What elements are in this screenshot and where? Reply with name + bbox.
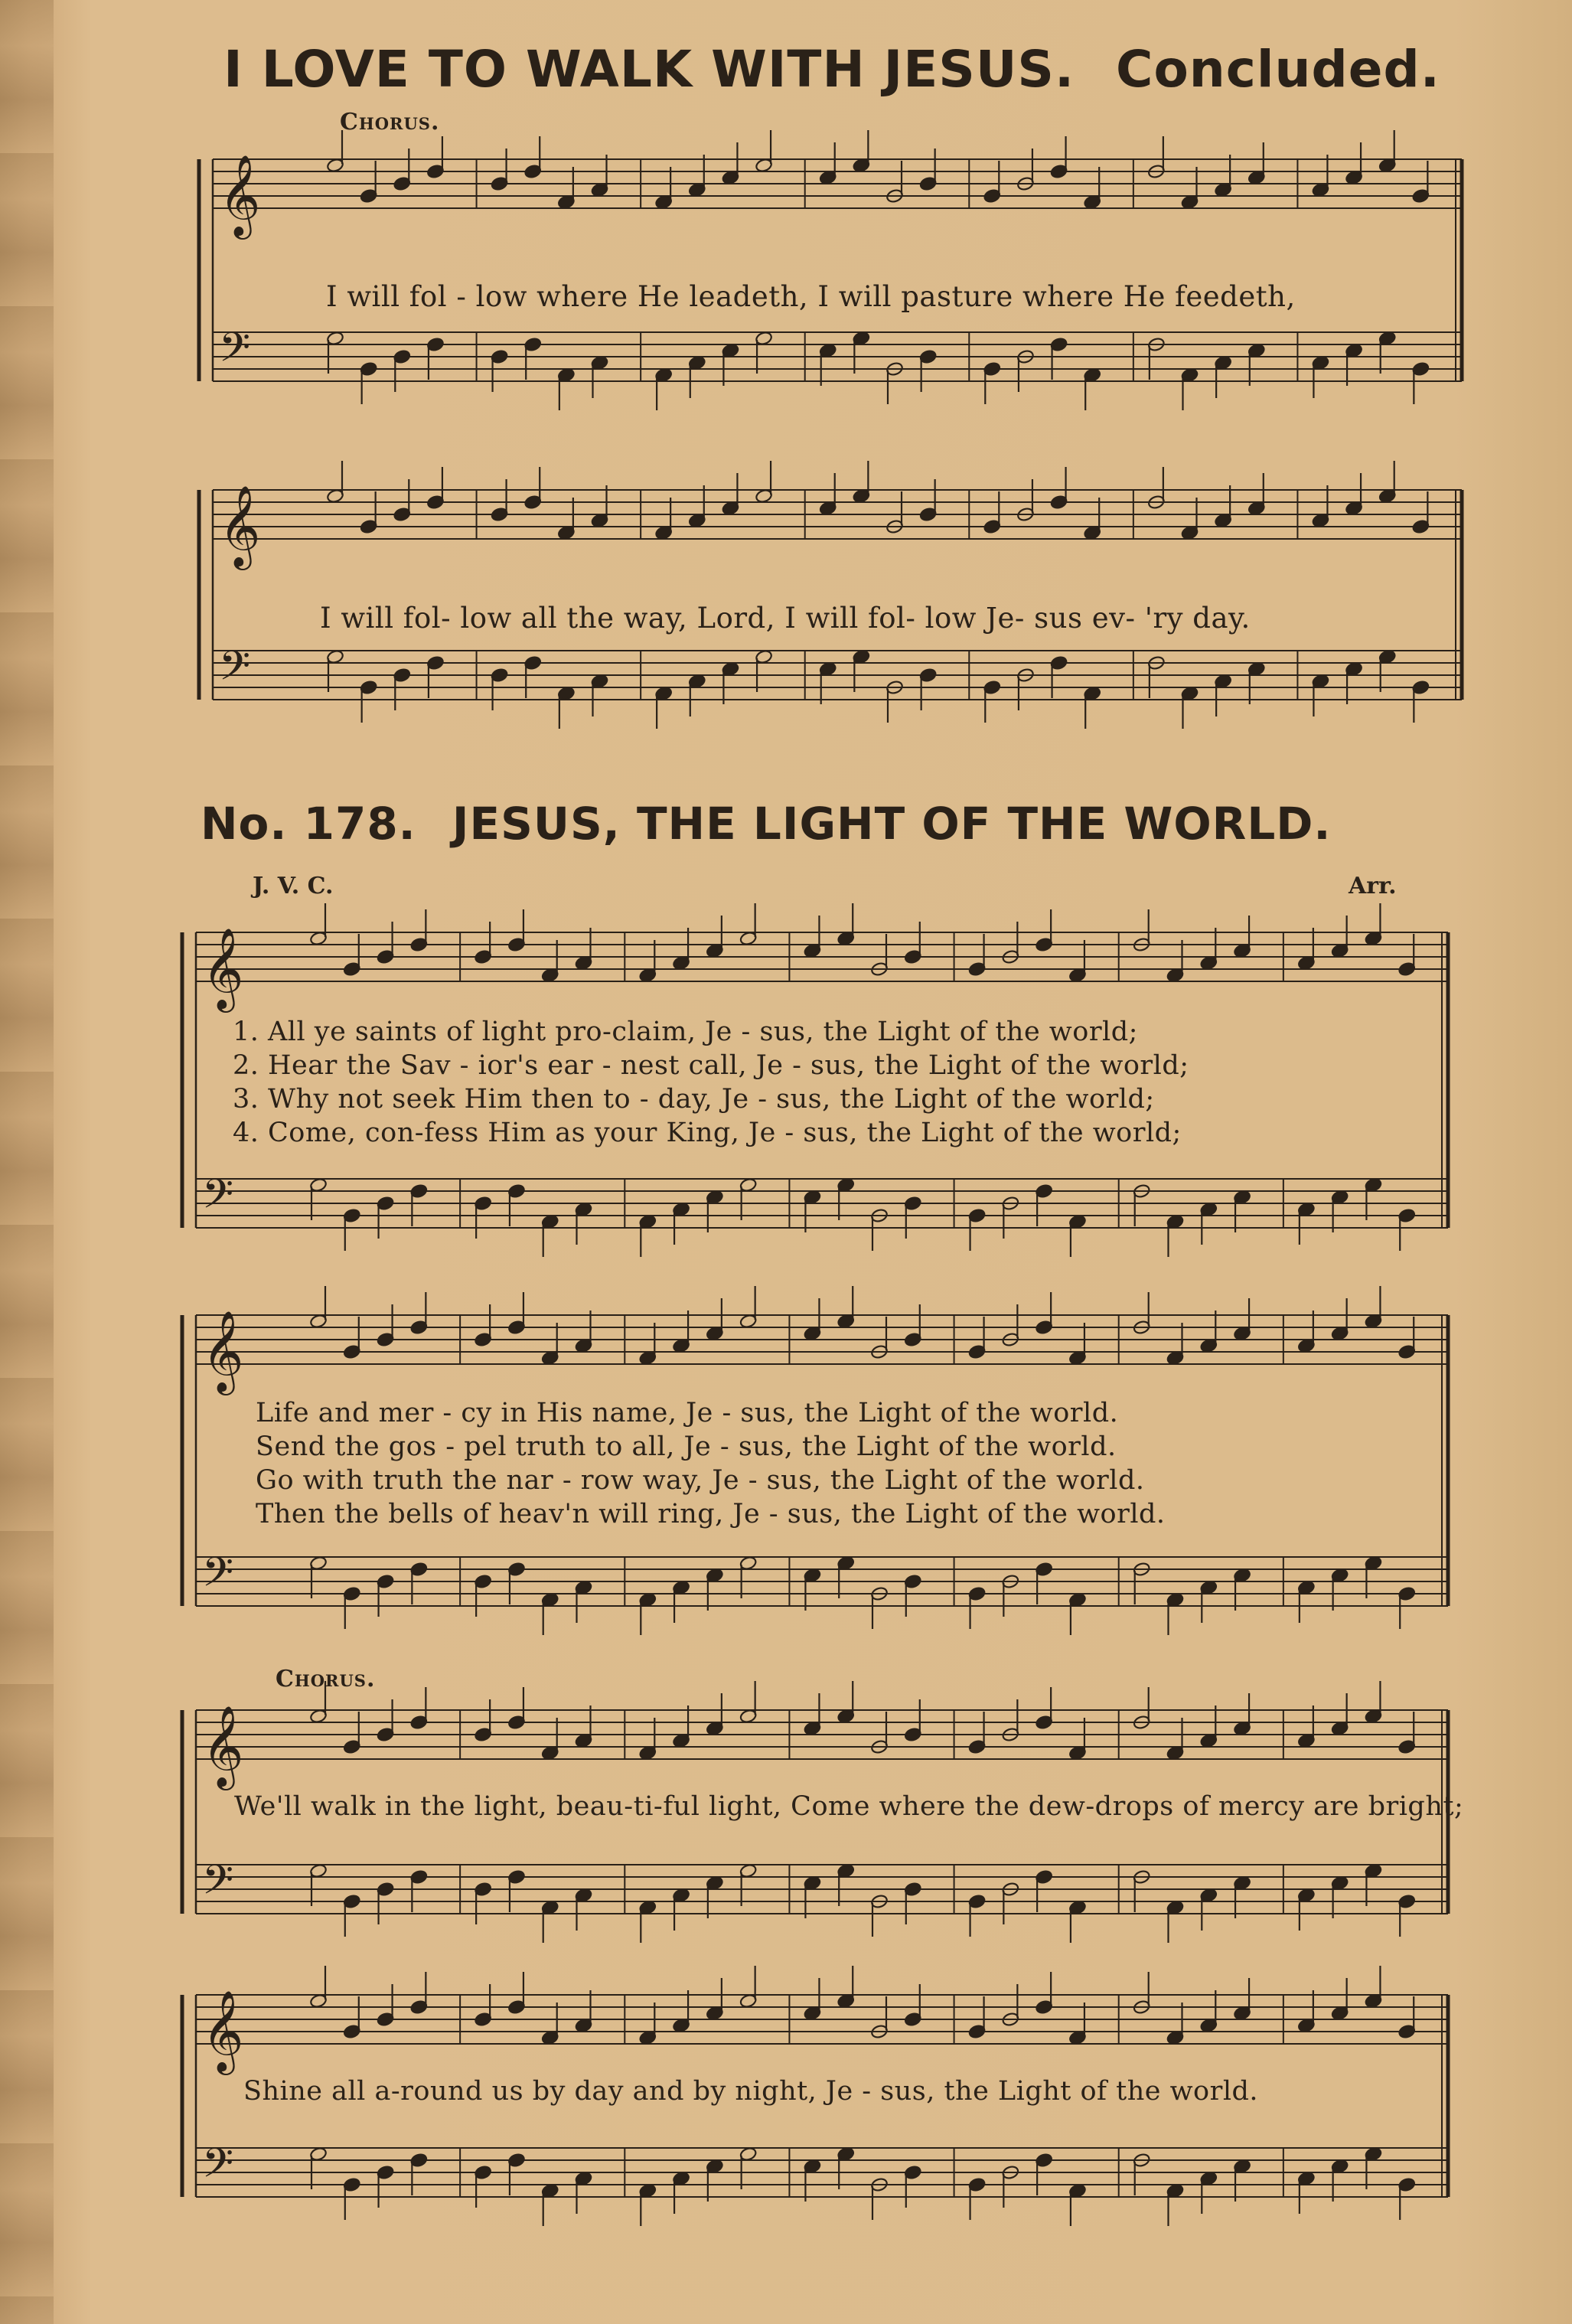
chorus-label: Chorus. (340, 109, 440, 135)
svg-text:𝄢: 𝄢 (202, 1857, 234, 1914)
verse-line: 2. Hear the Sav - ior's ear - nest call, Je - sus, the Light of the world; (233, 1050, 1189, 1081)
svg-text:𝄞: 𝄞 (202, 1310, 244, 1392)
lyric-line: I will fol - low where He leadeth, I will pasture where He feedeth, (326, 280, 1296, 313)
svg-text:𝄢: 𝄢 (202, 1171, 234, 1228)
author-credit: J. V. C. (253, 873, 334, 899)
verse-line: 1. All ye saints of light pro-claim, Je - sus, the Light of the world; (233, 1017, 1138, 1047)
hymn-number: No. 178. (201, 798, 416, 850)
svg-text:𝄞: 𝄞 (219, 154, 261, 236)
svg-text:𝄞: 𝄞 (202, 1705, 244, 1787)
chorus-line: We'll walk in the light, beau-ti-ful light, Come where the dew-drops of mercy are bright; (234, 1791, 1464, 1822)
svg-text:𝄢: 𝄢 (219, 325, 251, 381)
lyric-line: I will fol- low all the way, Lord, I will fol- low Je- sus ev- 'ry day. (320, 602, 1251, 635)
verse-line: 4. Come, con-fess Him as your King, Je - sus, the Light of the world; (233, 1118, 1182, 1148)
verse-line: Go with truth the nar - row way, Je - sus, the Light of the world. (256, 1465, 1145, 1496)
svg-text:𝄢: 𝄢 (202, 2140, 234, 2197)
svg-text:𝄢: 𝄢 (202, 1549, 234, 1606)
verse-line: Then the bells of heav'n will ring, Je - sus, the Light of the world. (256, 1499, 1166, 1529)
svg-text:𝄞: 𝄞 (202, 927, 244, 1009)
svg-text:𝄢: 𝄢 (219, 643, 251, 700)
chorus-label: Chorus. (276, 1666, 376, 1692)
svg-text:𝄞: 𝄞 (219, 485, 261, 566)
verse-line: Send the gos - pel truth to all, Je - sus, the Light of the world. (256, 1431, 1117, 1462)
hymn-title-text: JESUS, THE LIGHT OF THE WORLD. (452, 798, 1332, 850)
concluded-label: Concluded. (1116, 40, 1440, 99)
verse-line: 3. Why not seek Him then to - day, Je - sus, the Light of the world; (233, 1084, 1155, 1115)
chorus-line: Shine all a-round us by day and by night, Je - sus, the Light of the world. (243, 2076, 1259, 2107)
svg-text:𝄞: 𝄞 (202, 1989, 244, 2071)
verse-line: Life and mer - cy in His name, Je - sus, the Light of the world. (256, 1398, 1119, 1428)
hymn-heading (201, 798, 1331, 850)
arranger-credit: Arr. (1349, 873, 1397, 899)
hymn-title-text: I LOVE TO WALK WITH JESUS. (223, 40, 1075, 99)
